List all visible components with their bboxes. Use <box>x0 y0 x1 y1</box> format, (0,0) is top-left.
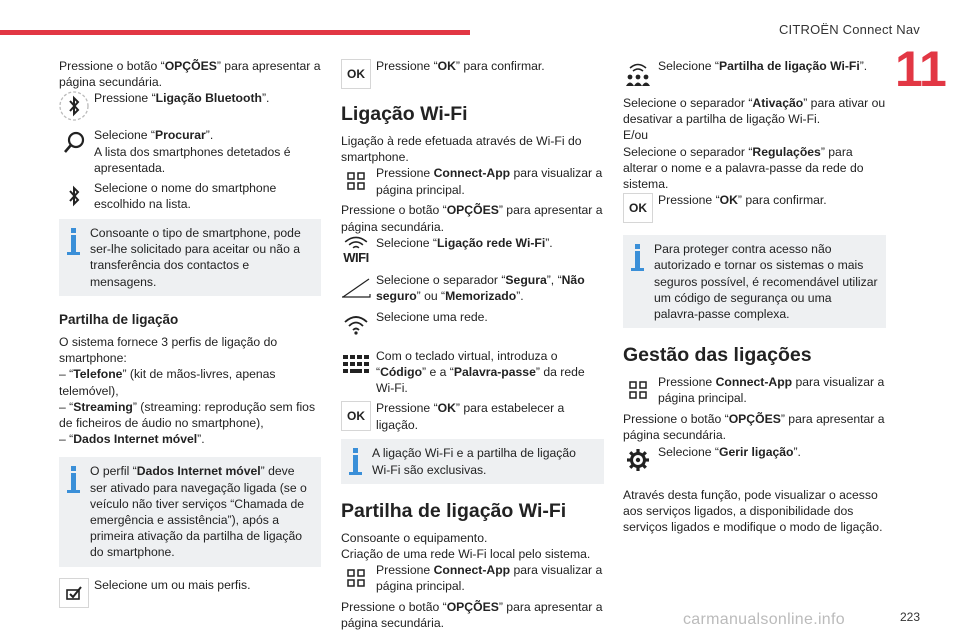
column-3: Selecione “Partilha de ligação Wi-Fi”. Selecione o separador “Ativação” para ativar ou desativar a partilha de ligação Wi-Fi. E/ou Selecione o separador “Regulações” para alterar o nome e a palavra-passe da rede do sistema. OK Pressione “OK” para confirmar. Para proteger contra acesso não autorizado e tornar os sistemas o mais seguros possível, é recomendável utilizar um código de segurança ou uma palavra-passe complexa. Gestão das ligações Pressione Connect-App para visualizar a página principal. Pressione o botão “OPÇÕES” para apresentar a página secundária. Selecione “Gerir ligação”. Através desta função, pode visualizar o acesso aos serviços ligados, a disponibilidade dos serviços ligados e modifique o modo de ligação. <box>623 59 886 535</box>
step-wifi-network: WIFI Selecione “Ligação rede Wi-Fi”. <box>341 235 604 268</box>
profiles-icon <box>59 578 89 608</box>
column-2: OK Pressione “OK” para confirmar. Ligação Wi-Fi Ligação à rede efetuada através de Wi-Fi do smartphone. Pressione Connect-App para visualizar a página principal. Pressione o botão “OPÇÕES” para apresentar a página secundária. WIFI Selecione “Ligação rede Wi-Fi”. Selecione o separador “Segura”, “Não seguro” ou “Memorizado”. Selecione uma rede. Com o teclado virtual, introduza o “Código” e a “Palavra-passe” da rede Wi-Fi. OK Pressione “OK” para estabelecer a ligação. A ligação Wi-Fi e a partilha de ligação Wi-Fi são exclusivas. Partilha de ligação Wi-Fi Consoante o equipamento. Criação de uma rede Wi-Fi local pelo sistema. Pressione Connect-App para visualizar a página principal. Pressione o botão “OPÇÕES” para apresentar a página secundária. <box>341 59 603 631</box>
step-connect-app: Pressione Connect-App para visualizar a página principal. <box>623 374 886 407</box>
users-icon <box>623 59 653 89</box>
info-note: O perfil “Dados Internet móvel” deve ser ativado para navegação ligada (se o veículo não tiver serviços “Chamada de emergência e assistência”), após a primeira ativação da partilha de ligação do smartphone. <box>59 457 321 566</box>
grid-icon <box>341 563 371 593</box>
step-connect-app: Pressione Connect-App para visualizar a página principal. <box>341 165 604 198</box>
step-bluetooth: Pressione “Ligação Bluetooth”. <box>59 90 321 123</box>
info-icon <box>631 244 645 271</box>
step-manage: Selecione “Gerir ligação”. <box>623 444 886 477</box>
search-icon <box>59 128 89 158</box>
ok-icon: OK <box>341 59 371 89</box>
step-ok-connect: OK Pressione “OK” para estabelecer a ligação. <box>341 400 604 433</box>
ok-icon: OK <box>341 401 371 431</box>
grid-icon <box>623 375 653 405</box>
info-icon <box>67 466 81 493</box>
step-share-wifi: Selecione “Partilha de ligação Wi-Fi”. <box>623 58 886 91</box>
step-connect-app: Pressione Connect-App para visualizar a página principal. <box>341 562 604 595</box>
step-select-network: Selecione uma rede. <box>341 309 604 342</box>
section-heading: Partilha de ligação <box>59 311 179 327</box>
step-ok: OK Pressione “OK” para confirmar. <box>623 192 886 225</box>
grid-icon <box>341 166 371 196</box>
bluetooth-icon <box>59 181 89 211</box>
wifi-network-icon <box>341 273 371 303</box>
section-heading: Gestão das ligações <box>623 344 812 367</box>
info-icon <box>67 228 81 255</box>
step-ok: OK Pressione “OK” para confirmar. <box>341 58 604 91</box>
paragraph: Pressione o botão “OPÇÕES” para apresentar a página secundária. <box>59 59 321 90</box>
section-heading: Ligação Wi-Fi <box>341 103 468 125</box>
step-select-phone: Selecione o nome do smartphone escolhido na lista. <box>59 180 321 213</box>
ok-icon: OK <box>623 193 653 223</box>
wifi-icon <box>341 310 371 340</box>
step-tabs: Selecione o separador “Segura”, “Não seguro” ou “Memorizado”. <box>341 272 604 305</box>
step-keyboard: Com o teclado virtual, introduza o “Código” e a “Palavra-passe” da rede Wi-Fi. <box>341 348 604 397</box>
section-heading: Partilha de ligação Wi-Fi <box>341 499 567 522</box>
keyboard-icon <box>341 349 371 379</box>
info-note: A ligação Wi-Fi e a partilha de ligação Wi-Fi são exclusivas. <box>341 439 604 483</box>
page-number: 223 <box>899 610 920 624</box>
top-accent-bar <box>0 30 470 35</box>
bluetooth-icon <box>59 91 89 121</box>
info-note: Para proteger contra acesso não autorizado e tornar os sistemas o mais seguros possível, é recomendável utilizar um código de segurança ou uma palavra-passe complexa. <box>623 235 886 328</box>
step-search: Selecione “Procurar”. A lista dos smartphones detetados é apresentada. <box>59 127 321 176</box>
column-1: Pressione o botão “OPÇÕES” para apresentar a página secundária. Pressione “Ligação Bluetooth”. Selecione “Procurar”. A lista dos smartphones detetados é apresentada. Selecione o nome do smartphone escolhido na lista. Consoante o tipo de smartphone, pode ser-lhe solicitado para aceitar ou não a transferência dos contactos e mensagens. Partilha de ligação O sistema fornece 3 perfis de ligação do smartphone: – “Telefone” (kit de mãos-livres, apenas telemóvel), – “Streaming” (streaming: reprodução sem fios de ficheiros de áudio no smartphone), – “Dados Internet móvel”. O perfil “Dados Internet móvel” deve ser ativado para navegação ligada (se o veículo não tiver serviços “Chamada de emergência e assistência”), após a primeira ativação da partilha de ligação do smartphone. Selecione um ou mais perfis. <box>59 58 321 614</box>
chapter-number: 11 <box>895 41 946 97</box>
info-icon <box>349 448 363 475</box>
gear-icon <box>623 445 653 475</box>
info-note: Consoante o tipo de smartphone, pode ser-lhe solicitado para aceitar ou não a transferência dos contactos e mensagens. <box>59 219 321 296</box>
wifi-icon: WIFI <box>341 236 371 266</box>
watermark: carmanualsonline.info <box>683 611 845 628</box>
page-header-brand: CITROËN Connect Nav <box>778 22 920 37</box>
step-select-profiles: Selecione um ou mais perfis. <box>59 577 321 610</box>
